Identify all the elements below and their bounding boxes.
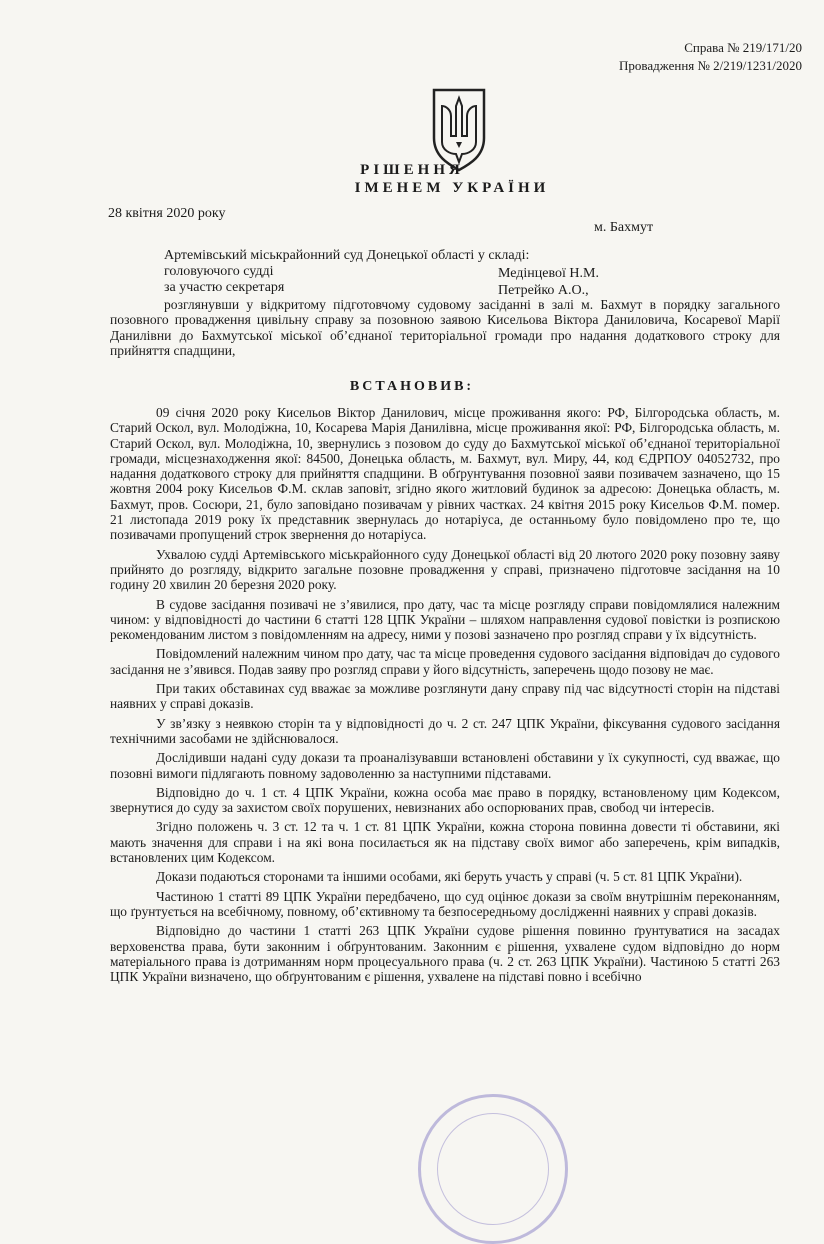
paragraph: Повідомлений належним чином про дату, час та місце проведення судового засідання відповідач до судового засідання не з’явився. Подав заяву про розгляд справи у його відсутність, заперечень щодо позову не має. <box>110 646 780 677</box>
in-name-of-ukraine: ІМЕНЕМ УКРАЇНИ <box>354 180 550 196</box>
decision-city: м. Бахмут <box>594 220 654 235</box>
paragraph: 09 січня 2020 року Кисельов Віктор Данилович, місце проживання якого: РФ, Білгородська область, м. Старий Оскол, вул. Молодіжна, 10, Косарева Марія Данилівна, місце проживання якої: РФ, Білгородська область, м. Старий Оскол, вул. Молодіжна, 10, звернулись з позовом до суду до Бахмутської міської об’єднаної територіальної громади, місцезнаходження якої: 84500, Донецька область, м. Бахмут, вул. Миру, 44, код ЄДРПОУ 04052732, про надання додаткового строку для прийняття спадщини. В обґрунтування позовної заяви позивачем зазначено, що 15 жовтня 2004 року Кисельов Ф.М. склав заповіт, згідно якого житловий будинок за адресою: Донецька область, м. Бахмут, пров. Сосюри, 21, було заповідано позивачам у рівних частках. 24 квітня 2015 року Кисельов Ф.М. помер. 21 листопада 2019 року їх представник звернулась до нотаріуса, де останньому було повідомлено про те, що позивачами пропущений строк звернення до нотаріуса. <box>110 405 780 543</box>
paragraph: В судове засідання позивачі не з’явилися, про дату, час та місце розгляду справи повідомлялися належним чином: у відповідності до частини 6 статті 128 ЦПК України – шляхом направлення судової повістки із розпискою рекомендованим листом з повідомленням на адресу, ними у позові зазначено про розгляд справи у їх відсутність. <box>110 596 780 643</box>
secretary-name: Петрейко А.О., <box>498 283 589 298</box>
proceeding-number: Провадження № 2/219/1231/2020 <box>619 58 802 73</box>
paragraph: Частиною 1 статті 89 ЦПК України передбачено, що суд оцінює докази за своїм внутрішнім переконанням, що ґрунтується на всебічному, повному, об’єктивному та безпосередньому дослідженні наявних у справі доказів. <box>110 888 780 919</box>
decision-title: РІШЕННЯ <box>360 162 464 178</box>
secretary-label: за участю секретаря <box>164 280 285 295</box>
paragraph: Відповідно до ч. 1 ст. 4 ЦПК України, кожна особа має право в порядку, встановленому цим Кодексом, звернутися до суду за захистом своїх порушених, невизнаних або оспорюваних прав, свобод чи інтересів. <box>110 784 780 816</box>
decision-body <box>110 405 780 988</box>
paragraph: При таких обставинах суд вважає за можливе розглянути дану справу під час відсутності сторін на підставі наявних у справі доказів. <box>110 681 780 712</box>
considered-paragraph <box>110 297 780 362</box>
trident-emblem-icon <box>430 86 488 172</box>
considered-text: розглянувши у відкритому підготовчому судовому засіданні в залі м. Бахмут в порядку загального позовного провадження цивільну справу за позовною заявою Кисельова Віктора Даниловича, Косаревої Марії Данилівни до Бахмутської міської об’єднаної територіальної громади про надання додаткового строку для прийняття спадщини, <box>110 297 780 358</box>
paragraph: Ухвалою судді Артемівського міськрайонного суду Донецької області від 20 лютого 2020 року позовну заяву прийнято до розгляду, відкрито загальне позовне провадження у справі, призначено підготовче засідання на 10 годину 20 хвилин 20 березня 2020 року. <box>110 546 780 593</box>
court-composition: Артемівський міськрайонний суд Донецької області у складі: <box>164 248 530 263</box>
paragraph: Дослідивши надані суду докази та проаналізувавши встановлені обставини у їх сукупності, суд вважає, що позовні вимоги підлягають повному задоволенню за наступними підставами. <box>110 750 780 781</box>
decision-date: 28 квітня 2020 року <box>108 206 226 221</box>
established-heading: ВСТАНОВИВ: <box>349 379 475 394</box>
judge-name: Медінцевої Н.М. <box>498 266 599 281</box>
paragraph: Відповідно до частини 1 статті 263 ЦПК України судове рішення повинно ґрунтуватися на засадах верховенства права, бути законним і обґрунтованим. Законним є рішення, ухвалене судом відповідно до норм матеріального права із дотриманням норм процесуального права (ч. 2 ст. 263 ЦПК України). Частиною 5 статті 263 ЦПК України визначено, що обґрунтованим є рішення, ухвалене на підставі повно і всебічно <box>110 923 780 985</box>
court-stamp <box>418 1094 568 1244</box>
judge-label: головуючого судді <box>164 264 274 279</box>
paragraph: У зв’язку з неявкою сторін та у відповідності до ч. 2 ст. 247 ЦПК України, фіксування судового засідання технічними засобами не здійснювалося. <box>110 715 780 746</box>
paragraph: Згідно положень ч. 3 ст. 12 та ч. 1 ст. 81 ЦПК України, кожна сторона повинна довести ті обставини, які мають значення для справи і на які вона посилається як на підставу своїх вимог або заперечень, крім випадків, встановлених цим Кодексом. <box>110 819 780 866</box>
case-number: Справа № 219/171/20 <box>684 40 802 55</box>
paragraph: Докази подаються сторонами та іншими особами, які беруть участь у справі (ч. 5 ст. 81 ЦПК України). <box>156 869 743 885</box>
